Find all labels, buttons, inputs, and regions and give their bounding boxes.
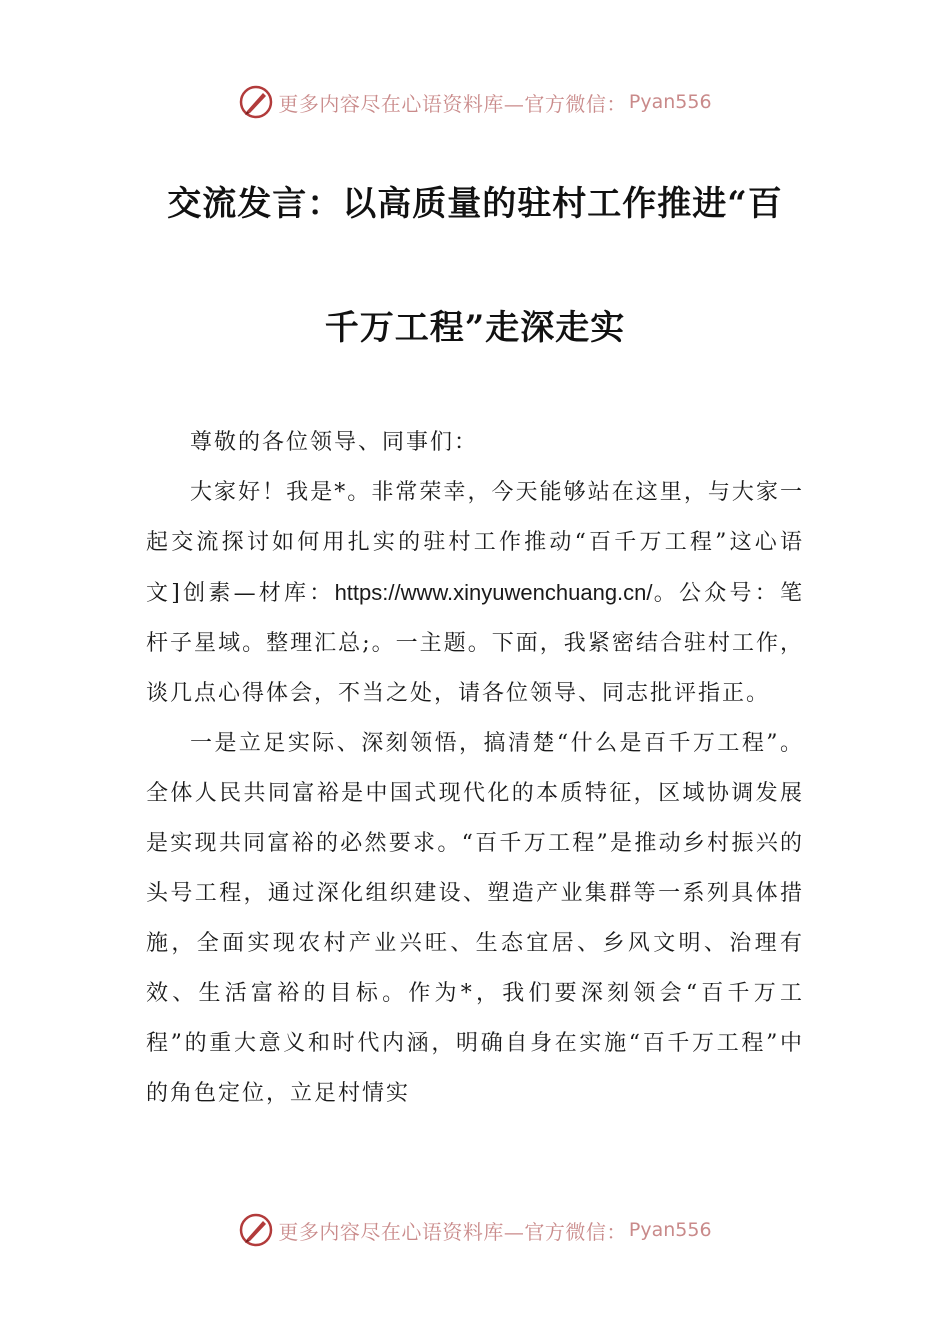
- document-body: [146, 418, 804, 1119]
- document-title-line-2: 千万工程”走深走实: [324, 308, 626, 348]
- paragraph-point-one: 一是立足实际、深刻领悟，搞清楚“什么是百千万工程”。全体人民共同富裕是中国式现代化的本质特征，区域协调发展是实现共同富裕的必然要求。“百千万工程”是推动乡村振兴的头号工程，通过深化组织建设、塑造产业集群等一系列具体措施，全面实现农村产业兴旺、生态宜居、乡风文明、治理有效、生活富裕的目标。作为*，我们要深刻领会“百千万工程”的重大意义和时代内涵，明确自身在实施“百千万工程”中的角色定位，立足村情实: [146, 731, 804, 1106]
- header-watermark: [0, 82, 950, 122]
- watermark-wechat-id: Pyan556: [628, 91, 712, 113]
- footer-watermark: [0, 1210, 950, 1250]
- watermark-wechat-id: Pyan556: [628, 1219, 712, 1241]
- salutation: 尊敬的各位领导、同事们：: [190, 430, 479, 455]
- watermark-text: 更多内容尽在心语资料库—官方微信：: [278, 91, 627, 116]
- watermark-text: 更多内容尽在心语资料库—官方微信：: [278, 1219, 627, 1244]
- paragraph-intro: [146, 468, 804, 719]
- document-title-line-1: 交流发言：以高质量的驻村工作推进“百: [167, 184, 783, 224]
- pen-logo-icon: [238, 1212, 274, 1248]
- paragraph-intro-text-b: 。公众号：笔杆子星域。整理汇总;。一主题。下面，我紧密结合驻村工作，谈几点心得体会，不当之处，请各位领导、同志批评指正。: [146, 581, 804, 706]
- source-link[interactable]: https://www.xinyuwenchuang.cn/: [334, 580, 653, 605]
- paragraph-intro-text-a: 大家好！我是*。非常荣幸，今天能够站在这里，与大家一起交流探讨如何用扎实的驻村工作推动“百千万工程”这心语文]创素—材库：: [146, 480, 804, 606]
- pen-logo-icon: [238, 84, 274, 120]
